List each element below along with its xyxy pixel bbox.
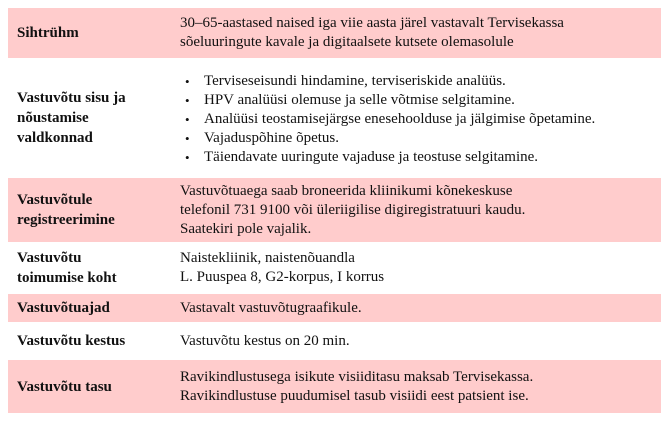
row-value <box>180 299 661 318</box>
label-line: Vastuvõtule <box>17 192 93 208</box>
bullet-item <box>180 110 661 129</box>
row-label <box>8 331 180 351</box>
row-appointment-times <box>8 294 661 328</box>
label-text: Vastuvõtu tasu <box>17 378 112 395</box>
row-value <box>180 368 661 406</box>
label-line: toimumise koht <box>17 270 117 286</box>
row-appointment-content <box>8 64 661 178</box>
bullet-text: Terviseseisundi hindamine, terviseriskide analüüs. <box>204 72 506 89</box>
row-registration <box>8 178 661 248</box>
row-label <box>8 23 180 43</box>
row-label <box>8 377 180 397</box>
label-line: valdkonnad <box>17 130 93 146</box>
row-label <box>8 190 180 230</box>
row-duration <box>8 328 661 360</box>
row-label <box>8 298 180 318</box>
value-line: Vastuvõtuaega saab broneerida kliinikumi kõnekeskuse <box>180 182 513 199</box>
content-bullet-list <box>180 72 661 167</box>
value-line: Vastavalt vastuvõtugraafikule. <box>180 299 362 316</box>
value-line: Ravikindlustuse puudumisel tasub visiidi eest patsient ise. <box>180 387 529 404</box>
row-fee <box>8 360 661 419</box>
value-line: Ravikindlustusega isikute visiiditasu maksab Tervisekassa. <box>180 368 534 385</box>
value-line: 30–65-aastased naised iga viie aasta järel vastavalt Tervisekassa <box>180 15 564 31</box>
label-text: Vastuvõtuajad <box>17 300 110 316</box>
label-text: Sihtrühm <box>17 25 79 41</box>
value-line: telefonil 731 9100 või üleriigilise digiregistratuuri kaudu. <box>180 201 526 218</box>
bullet-icon: • <box>185 111 190 127</box>
row-label <box>8 88 180 148</box>
row-value <box>180 249 661 287</box>
value-line: Saatekiri pole vajalik. <box>180 220 312 237</box>
bullet-item <box>180 148 661 167</box>
bullet-text: Vajaduspõhine õpetus. <box>204 129 339 146</box>
value-line: L. Puuspea 8, G2-korpus, I korrus <box>180 269 385 285</box>
bullet-text: HPV analüüsi olemuse ja selle võtmise selgitamine. <box>204 91 515 108</box>
value-line: Vastuvõtu kestus on 20 min. <box>180 332 350 349</box>
row-value <box>180 332 661 351</box>
label-line: registreerimine <box>17 212 115 228</box>
row-label <box>8 248 180 288</box>
row-value <box>180 14 661 52</box>
label-line: Vastuvõtu sisu ja <box>17 90 126 106</box>
bullet-text: Täiendavate uuringute vajaduse ja teostuse selgitamine. <box>204 148 539 165</box>
row-value <box>180 182 661 239</box>
bullet-icon: • <box>185 92 190 108</box>
row-target-group <box>8 8 661 64</box>
bullet-icon: • <box>185 130 190 146</box>
value-line: Naistekliinik, naistenõuandla <box>180 250 355 266</box>
bullet-text: Analüüsi teostamisejärgse enesehoolduse ja jälgimise õpetamine. <box>204 110 596 127</box>
row-value <box>180 70 661 167</box>
row-location <box>8 248 661 294</box>
label-text: Vastuvõtu kestus <box>17 333 126 349</box>
label-line: Vastuvõtu <box>17 250 82 266</box>
bullet-icon: • <box>185 73 190 89</box>
value-line: sõeluuringute kavale ja digitaalsete kutsete olemasolule <box>180 34 514 50</box>
bullet-icon: • <box>185 149 190 165</box>
bullet-item <box>180 129 661 148</box>
appointment-info-table <box>8 8 661 419</box>
label-line: nõustamise <box>17 110 89 126</box>
bullet-item <box>180 72 661 91</box>
bullet-item <box>180 91 661 110</box>
